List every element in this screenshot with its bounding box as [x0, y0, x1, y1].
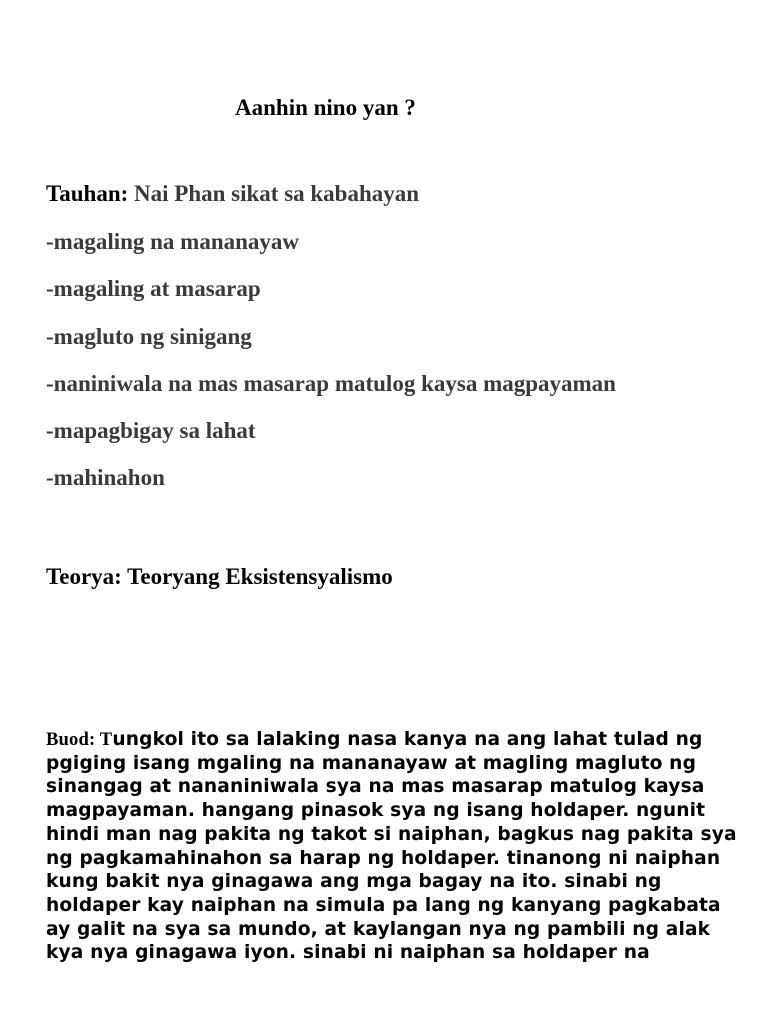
trait-list [46, 228, 616, 512]
buod-line: sinangag at nananiniwala sya na mas masarap matulog kaysa [46, 776, 705, 798]
buod-label: Buod: T [46, 729, 113, 750]
trait-item: -naniniwala na mas masarap matulog kaysa magpayaman [46, 370, 616, 396]
buod-line [46, 728, 736, 752]
buod-line: hindi man nag pakita ng takot si naiphan, bagkus nag pakita sya [46, 823, 737, 845]
buod-line: kya nya ginagawa iyon. sinabi ni naiphan sa holdaper na [46, 942, 650, 964]
tauhan-label: Tauhan: [46, 181, 129, 206]
trait-item: -magaling at masarap [46, 276, 261, 302]
buod-line: holdaper kay naiphan na simula pa lang ng kanyang pagkabata [46, 894, 721, 916]
trait-item: -magluto ng sinigang [46, 323, 252, 349]
trait-item: -mapagbigay sa lahat [46, 418, 256, 444]
buod-line: magpayaman. hangang pinasok sya ng isang holdaper. ngunit [46, 800, 706, 822]
buod-line: ng pagkamahinahon sa harap ng holdaper. tinanong ni naiphan [46, 847, 721, 869]
tauhan-line [46, 181, 419, 207]
buod-line: ay galit na sya sa mundo, at kaylangan nya ng pambili ng alak [46, 918, 711, 940]
document-title: Aanhin nino yan ? [235, 95, 416, 120]
buod-first-text: ungkol ito sa lalaking nasa kanya na ang lahat tulad ng [112, 729, 703, 750]
trait-item: -mahinahon [46, 465, 165, 491]
tauhan-value: Nai Phan sikat sa kabahayan [134, 181, 420, 206]
buod-paragraph [46, 728, 736, 965]
trait-item: -magaling na mananayaw [46, 229, 300, 254]
teorya-line: Teorya: Teoryang Eksistensyalismo [46, 564, 393, 589]
buod-line: kung bakit nya ginagawa ang mga bagay na ito. sinabi ng [46, 871, 662, 893]
buod-line: pgiging isang mgaling na mananayaw at magling magluto ng [46, 752, 697, 774]
